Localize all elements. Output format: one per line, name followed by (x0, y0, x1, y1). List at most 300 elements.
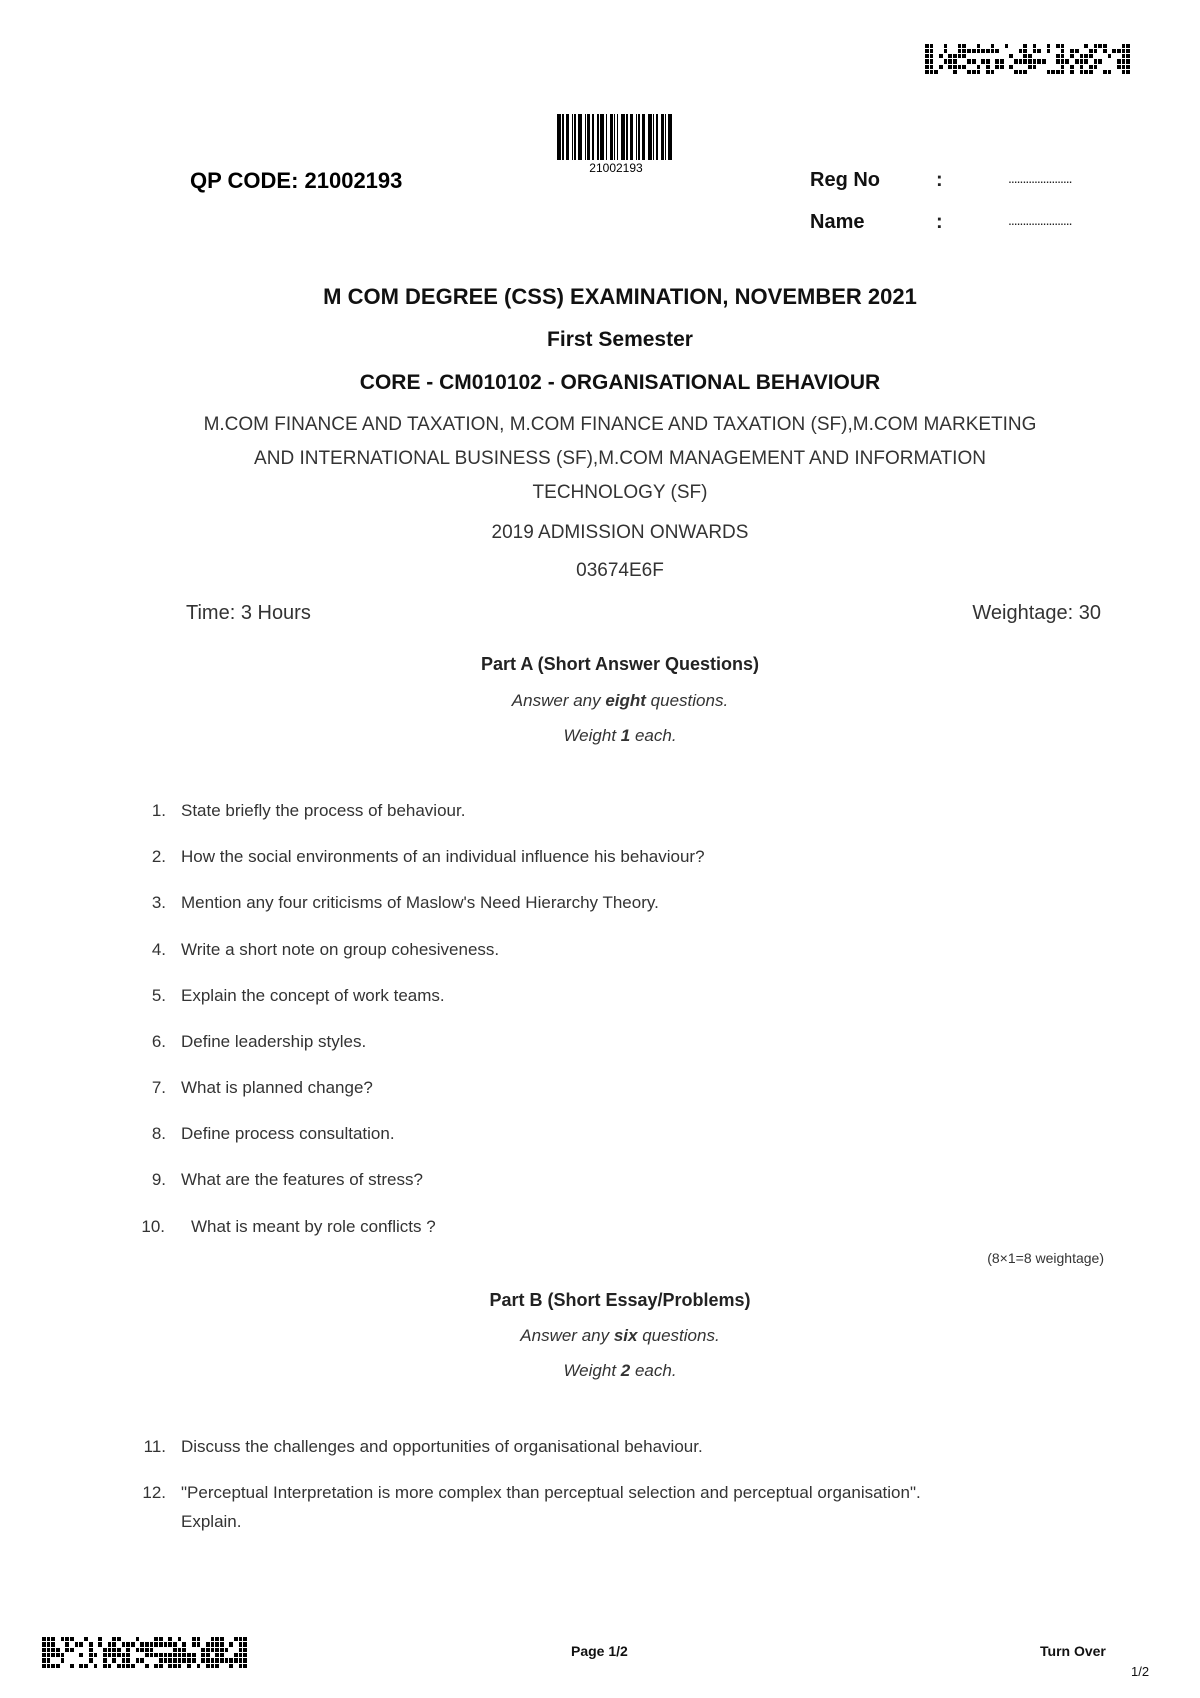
barcode-cell (75, 1642, 79, 1646)
barcode-cell (930, 59, 934, 63)
barcode-cell (164, 1653, 168, 1657)
barcode-cell (103, 1642, 107, 1646)
barcode-cell (967, 59, 971, 63)
barcode-cell (1033, 65, 1037, 69)
barcode-cell (1028, 59, 1032, 63)
barcode-cell (1112, 44, 1116, 48)
barcode-cell (215, 1642, 219, 1646)
barcode-cell (154, 1653, 158, 1657)
admission: 2019 ADMISSION ONWARDS (491, 522, 749, 543)
barcode-cell (1005, 59, 1009, 63)
barcode-cell (995, 59, 999, 63)
exam-title: M COM DEGREE (CSS) EXAMINATION, NOVEMBER 2021 (323, 284, 917, 309)
barcode-cell (145, 1637, 149, 1641)
barcode-cell (56, 1637, 60, 1641)
barcode-cell (1047, 70, 1051, 74)
barcode-cell (243, 1658, 247, 1662)
barcode-cell (1033, 49, 1037, 53)
barcode-cell (1075, 59, 1079, 63)
barcode-cell (925, 49, 929, 53)
barcode-cell (182, 1648, 186, 1652)
barcode-cell (103, 1648, 107, 1652)
barcode-cell (168, 1637, 172, 1641)
barcode-cell (187, 1642, 191, 1646)
barcode-cell (1014, 70, 1018, 74)
barcode-cell (1019, 59, 1023, 63)
barcode-cell (1098, 65, 1102, 69)
barcode-cell (1009, 65, 1013, 69)
qp-code: QP CODE: 21002193 (190, 168, 403, 193)
barcode-cell (1094, 59, 1098, 63)
barcode-cell (991, 44, 995, 48)
barcode-cell (1084, 65, 1088, 69)
barcode-cell (991, 65, 995, 69)
barcode-cell (197, 1637, 201, 1641)
barcode-cell (1089, 54, 1093, 58)
barcode-cell (84, 1637, 88, 1641)
barcode-cell (84, 1642, 88, 1646)
barcode-cell (958, 44, 962, 48)
barcode-cell (239, 1642, 243, 1646)
barcode-cell (154, 1637, 158, 1641)
barcode-cell (953, 65, 957, 69)
question-number: 2. (151, 847, 166, 866)
barcode-cell (234, 1648, 238, 1652)
barcode-cell (145, 1664, 149, 1668)
barcode-cell (126, 1648, 130, 1652)
barcode-cell (944, 59, 948, 63)
reg-no-label: Reg No (810, 169, 880, 191)
barcode-cell (972, 44, 976, 48)
barcode-cell (1080, 59, 1084, 63)
barcode-cell (98, 1642, 102, 1646)
barcode-cell (225, 1642, 229, 1646)
barcode-cell (131, 1653, 135, 1657)
barcode-cell (225, 1664, 229, 1668)
barcode-cell (75, 1653, 79, 1657)
course-title: CORE - CM010102 - ORGANISATIONAL BEHAVIOUR (359, 371, 881, 394)
barcode-cell (197, 1658, 201, 1662)
barcode-cell (1009, 49, 1013, 53)
barcode-cell (991, 49, 995, 53)
barcode-bar (665, 114, 666, 160)
barcode-cell (995, 65, 999, 69)
barcode-cell (159, 1642, 163, 1646)
barcode-bar (630, 114, 633, 160)
barcode-bar (668, 114, 672, 160)
barcode-cell (192, 1637, 196, 1641)
barcode-cell (1094, 70, 1098, 74)
barcode-cell (112, 1658, 116, 1662)
question-3 (151, 893, 659, 913)
barcode-cell (126, 1637, 130, 1641)
exam-code: 03674E6F (576, 560, 664, 581)
barcode-cell (1061, 49, 1065, 53)
barcode-cell (154, 1648, 158, 1652)
barcode-cell (192, 1664, 196, 1668)
barcode-cell (1084, 44, 1088, 48)
instruction-count: eight (605, 691, 646, 710)
barcode-cell (112, 1642, 116, 1646)
barcode-cell (986, 49, 990, 53)
barcode-cell (967, 54, 971, 58)
barcode-cell (1000, 70, 1004, 74)
barcode-cell (122, 1637, 126, 1641)
instruction-post: questions. (637, 1326, 720, 1345)
barcode-cell (215, 1653, 219, 1657)
barcode-cell (1009, 54, 1013, 58)
programmes-line-1: M.COM FINANCE AND TAXATION, M.COM FINANCE AND TAXATION (SF),M.COM MARKETING (203, 414, 1037, 435)
barcode-cell (1084, 70, 1088, 74)
instruction-pre: Answer any (511, 691, 606, 710)
barcode-cell (51, 1648, 55, 1652)
barcode-cell (70, 1648, 74, 1652)
barcode-cell (159, 1637, 163, 1641)
barcode-cell (962, 65, 966, 69)
barcode-cell (930, 49, 934, 53)
barcode-cell (108, 1664, 112, 1668)
barcode-cell (995, 70, 999, 74)
barcode-cell (925, 65, 929, 69)
barcode-cell (991, 59, 995, 63)
barcode-cell (930, 54, 934, 58)
barcode-cell (42, 1637, 46, 1641)
barcode-cell (1089, 70, 1093, 74)
barcode-cell (211, 1653, 215, 1657)
barcode-cell (1117, 54, 1121, 58)
barcode-cell (962, 54, 966, 58)
barcode-cell (168, 1648, 172, 1652)
barcode-cell (1019, 54, 1023, 58)
barcode-cell (173, 1653, 177, 1657)
barcode-cell (89, 1653, 93, 1657)
barcode-cell (122, 1642, 126, 1646)
barcode-bar (578, 114, 582, 160)
barcode-cell (1047, 59, 1051, 63)
barcode-cell (1037, 54, 1041, 58)
barcode-cell (1023, 54, 1027, 58)
barcode-cell (1126, 49, 1130, 53)
barcode-cell (1098, 54, 1102, 58)
barcode-bar (572, 114, 573, 160)
barcode-cell (173, 1648, 177, 1652)
barcode-bar (621, 114, 625, 160)
barcode-cell (1033, 44, 1037, 48)
barcode-cell (1065, 65, 1069, 69)
barcode-cell (94, 1648, 98, 1652)
barcode-cell (1094, 65, 1098, 69)
barcode-cell (930, 65, 934, 69)
barcode-cell (239, 1658, 243, 1662)
programmes-line-2: AND INTERNATIONAL BUSINESS (SF),M.COM MANAGEMENT AND INFORMATION (254, 448, 986, 469)
barcode-cell (211, 1648, 215, 1652)
question-number: 8. (151, 1124, 166, 1143)
instruction-count: six (613, 1326, 638, 1345)
barcode-cell (995, 54, 999, 58)
barcode-cell (94, 1664, 98, 1668)
barcode-cell (977, 70, 981, 74)
barcode-cell (962, 44, 966, 48)
question-7 (151, 1078, 373, 1098)
barcode-cell (948, 70, 952, 74)
question-number: 9. (151, 1170, 166, 1189)
barcode-cell (65, 1637, 69, 1641)
barcode-cell (70, 1642, 74, 1646)
barcode-cell (220, 1637, 224, 1641)
barcode-cell (164, 1637, 168, 1641)
barcode-cell (197, 1642, 201, 1646)
barcode-cell (140, 1664, 144, 1668)
barcode-cell (1103, 70, 1107, 74)
barcode-cell (925, 44, 929, 48)
barcode-cell (1028, 49, 1032, 53)
barcode-cell (958, 70, 962, 74)
barcode-cell (61, 1653, 65, 1657)
barcode-cell (47, 1637, 51, 1641)
barcode-cell (1009, 70, 1013, 74)
barcode-cell (65, 1648, 69, 1652)
barcode-cell (986, 65, 990, 69)
barcode-cell (173, 1664, 177, 1668)
question-12 (142, 1483, 921, 1503)
weight-pre: Weight (563, 1361, 621, 1380)
name-colon: : (936, 211, 943, 233)
barcode-cell (953, 49, 957, 53)
barcode-cell (1089, 65, 1093, 69)
barcode-cell (192, 1653, 196, 1657)
question-text: Explain the concept of work teams. (181, 986, 445, 1005)
barcode-cell (65, 1642, 69, 1646)
question-5 (151, 986, 445, 1006)
question-text: Mention any four criticisms of Maslow's Need Hierarchy Theory. (181, 893, 659, 912)
barcode-cell (182, 1653, 186, 1657)
barcode-cell (1084, 49, 1088, 53)
barcode-cell (934, 59, 938, 63)
barcode-bar (661, 114, 664, 160)
question-1 (151, 801, 466, 821)
barcode-cell (75, 1658, 79, 1662)
barcode-cell (1084, 54, 1088, 58)
barcode-cell (1028, 65, 1032, 69)
barcode-cell (1023, 70, 1027, 74)
barcode-cell (1019, 44, 1023, 48)
barcode-cell (991, 70, 995, 74)
barcode-cell (962, 70, 966, 74)
question-11 (143, 1437, 703, 1457)
barcode-bar (626, 114, 628, 160)
question-text: "Perceptual Interpretation is more complex than perceptual selection and perceptual organisation". (181, 1483, 921, 1502)
barcode-cell (1080, 65, 1084, 69)
barcode-cell (967, 70, 971, 74)
barcode-cell (953, 59, 957, 63)
question-2 (151, 847, 705, 867)
part-b-instruction (0, 1326, 1200, 1346)
semester: First Semester (547, 328, 693, 351)
barcode-cell (65, 1658, 69, 1662)
barcode-cell (1126, 44, 1130, 48)
barcode-cell (1023, 65, 1027, 69)
barcode-cell (1108, 70, 1112, 74)
barcode-cell (1112, 49, 1116, 53)
question-number: 6. (151, 1032, 166, 1051)
barcode-cell (201, 1664, 205, 1668)
barcode-cell (206, 1664, 210, 1668)
barcode-cell (1070, 44, 1074, 48)
barcode-bar (636, 114, 637, 160)
barcode-cell (187, 1648, 191, 1652)
barcode-cell (56, 1658, 60, 1662)
barcode-cell (220, 1653, 224, 1657)
barcode-cell (140, 1648, 144, 1652)
barcode-cell (1000, 59, 1004, 63)
barcode-bar (574, 114, 576, 160)
barcode-cell (934, 65, 938, 69)
barcode-cell (1098, 59, 1102, 63)
barcode-cell (1112, 54, 1116, 58)
barcode-cell (239, 1664, 243, 1668)
barcode-cell (1126, 54, 1130, 58)
barcode-cell (1075, 65, 1079, 69)
barcode-cell (89, 1658, 93, 1662)
barcode-cell (117, 1637, 121, 1641)
barcode-bar (614, 114, 616, 160)
barcode-cell (948, 44, 952, 48)
part-a-instruction (0, 691, 1200, 711)
barcode-bar (617, 114, 618, 160)
barcode-cell (934, 70, 938, 74)
question-6 (151, 1032, 367, 1052)
barcode-cell (168, 1642, 172, 1646)
barcode-cell (925, 70, 929, 74)
barcode-cell (108, 1648, 112, 1652)
barcode-cell (65, 1653, 69, 1657)
barcode-cell (79, 1658, 83, 1662)
barcode-cell (243, 1642, 247, 1646)
barcode-cell (239, 1648, 243, 1652)
barcode-bar (638, 114, 640, 160)
barcode-cell (1042, 54, 1046, 58)
barcode-cell (1070, 49, 1074, 53)
barcode-cell (197, 1648, 201, 1652)
barcode-cell (1033, 70, 1037, 74)
barcode-cell (1047, 44, 1051, 48)
barcode-cell (967, 44, 971, 48)
barcode-cell (967, 49, 971, 53)
barcode-cell (215, 1637, 219, 1641)
question-number: 4. (151, 940, 166, 959)
weight-value: 1 (620, 726, 631, 745)
barcode-cell (972, 59, 976, 63)
barcode-cell (140, 1637, 144, 1641)
barcode-cell (972, 49, 976, 53)
barcode-cell (122, 1664, 126, 1668)
question-8 (151, 1124, 395, 1144)
barcode-bar (653, 114, 654, 160)
barcode-cell (953, 54, 957, 58)
barcode-cell (934, 49, 938, 53)
barcode-cell (98, 1658, 102, 1662)
barcode-bar (557, 114, 561, 160)
barcode-cell (136, 1658, 140, 1662)
barcode-cell (953, 70, 957, 74)
barcode-cell (47, 1653, 51, 1657)
weight-value: 2 (620, 1361, 631, 1380)
barcode-cell (234, 1664, 238, 1668)
question-text: What is meant by role conflicts ? (191, 1217, 436, 1236)
barcode-cell (1103, 44, 1107, 48)
barcode-cell (1080, 54, 1084, 58)
barcode-cell (981, 44, 985, 48)
barcode-cell (192, 1642, 196, 1646)
barcode-cell (84, 1664, 88, 1668)
barcode-cell (225, 1658, 229, 1662)
barcode-cell (215, 1664, 219, 1668)
barcode-cell (1080, 49, 1084, 53)
barcode-cell (70, 1653, 74, 1657)
barcode-cell (962, 59, 966, 63)
barcode-cell (1051, 59, 1055, 63)
barcode-cell (168, 1658, 172, 1662)
barcode-cell (215, 1648, 219, 1652)
barcode-cell (944, 44, 948, 48)
barcode-cell (925, 59, 929, 63)
barcode-cell (234, 1658, 238, 1662)
name-label: Name (810, 211, 865, 233)
barcode-number: 21002193 (589, 161, 643, 175)
barcode-cell (925, 54, 929, 58)
barcode-cell (122, 1648, 126, 1652)
barcode-cell (56, 1642, 60, 1646)
barcode-cell (61, 1642, 65, 1646)
weight-post: each. (630, 726, 677, 745)
barcode-cell (51, 1637, 55, 1641)
barcode-cell (136, 1653, 140, 1657)
barcode-cell (61, 1658, 65, 1662)
barcode-cell (1009, 59, 1013, 63)
barcode-bar (597, 114, 599, 160)
time-allowed: Time: 3 Hours (186, 602, 311, 624)
barcode-cell (967, 65, 971, 69)
barcode-cell (1014, 54, 1018, 58)
question-text: What is planned change? (181, 1078, 373, 1097)
barcode-cell (1056, 54, 1060, 58)
barcode-cell (243, 1648, 247, 1652)
barcode-cell (56, 1648, 60, 1652)
barcode-bar (656, 114, 658, 160)
barcode-cell (1028, 70, 1032, 74)
barcode-cell (145, 1642, 149, 1646)
barcode-cell (239, 1637, 243, 1641)
barcode-cell (1042, 70, 1046, 74)
barcode-cell (1108, 44, 1112, 48)
barcode-cell (145, 1658, 149, 1662)
barcode-cell (1000, 54, 1004, 58)
question-number: 12. (142, 1483, 166, 1502)
barcode-cell (1009, 44, 1013, 48)
barcode-cell (1037, 70, 1041, 74)
programmes-line-3: TECHNOLOGY (SF) (532, 482, 708, 503)
barcode-cell (234, 1642, 238, 1646)
barcode-cell (1056, 44, 1060, 48)
barcode-cell (206, 1648, 210, 1652)
barcode-cell (229, 1664, 233, 1668)
barcode-cell (1080, 44, 1084, 48)
barcode-cell (47, 1664, 51, 1668)
turn-over: Turn Over (1040, 1643, 1106, 1659)
barcode-cell (159, 1648, 163, 1652)
barcode-cell (84, 1653, 88, 1657)
barcode-cell (79, 1642, 83, 1646)
